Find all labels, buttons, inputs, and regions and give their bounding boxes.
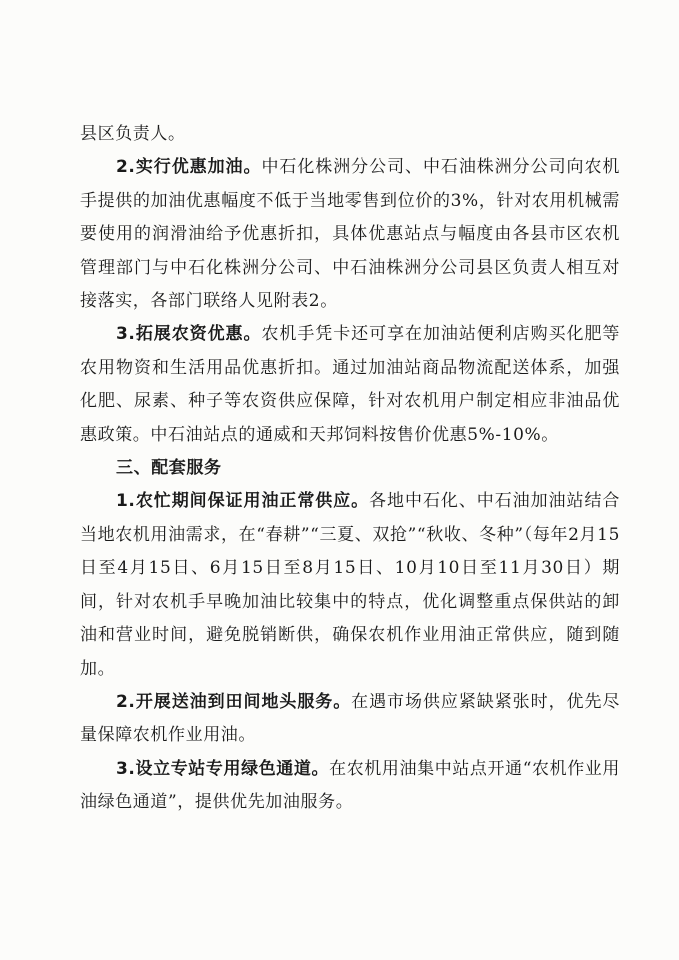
paragraph-lead: 2.开展送油到田间地头服务。 — [116, 691, 352, 712]
paragraph-continued — [80, 118, 620, 151]
paragraph-text: 农机手凭卡还可享在加油站便利店购买化肥等农用物资和生活用品优惠折扣。通过加油站商品物流配送体系，加强化肥、尿素、种子等农资供应保障，针对农机用户制定相应非油品优惠政策。中石油站点的通威和天邦饲料按售价优惠5%-10%。 — [80, 324, 621, 445]
paragraph-preferential-refueling — [80, 151, 620, 318]
paragraph-green-channel — [80, 753, 620, 820]
paragraph-field-delivery — [80, 686, 620, 753]
paragraph-lead: 3.设立专站专用绿色通道。 — [116, 758, 330, 779]
section-heading-support-services: 三、配套服务 — [116, 458, 222, 479]
paragraph-agri-supplies-discount — [80, 318, 620, 452]
paragraph-lead: 2.实行优惠加油。 — [116, 157, 262, 178]
document-body — [80, 118, 620, 820]
paragraph-text: 在农机用油集中站点开通“农机作业用油绿色通道”，提供优先加油服务。 — [80, 758, 620, 813]
paragraph-busy-season-supply — [80, 485, 620, 685]
paragraph-text: 在遇市场供应紧缺紧张时，优先尽量保障农机作业用油。 — [80, 691, 620, 746]
paragraph-text: 县区负责人。 — [80, 124, 186, 144]
paragraph-text: 中石化株洲分公司、中石油株洲分公司向农机手提供的加油优惠幅度不低于当地零售到位价的3%，针对农用机械需要使用的润滑油给予优惠折扣，具体优惠站点与幅度由各县市区农机管理部门与中石化株洲分公司、中石油株洲分公司县区负责人相互对接落实，各部门联络人见附表2。 — [80, 157, 621, 312]
paragraph-text: 各地中石化、中石油加油站结合当地农机用油需求，在“春耕”“三夏、双抢”“秋收、冬种”（每年2月15日至4月15日、6月15日至8月15日、10月10日至11月30日）期间，针对农机手早晚加油比较集中的特点，优化调整重点保供站的卸油和营业时间，避免脱销断供，确保农机作业用油正常供应，随到随加。 — [80, 491, 620, 679]
paragraph-lead: 3.拓展农资优惠。 — [116, 324, 262, 345]
paragraph-lead: 1.农忙期间保证用油正常供应。 — [116, 491, 370, 512]
